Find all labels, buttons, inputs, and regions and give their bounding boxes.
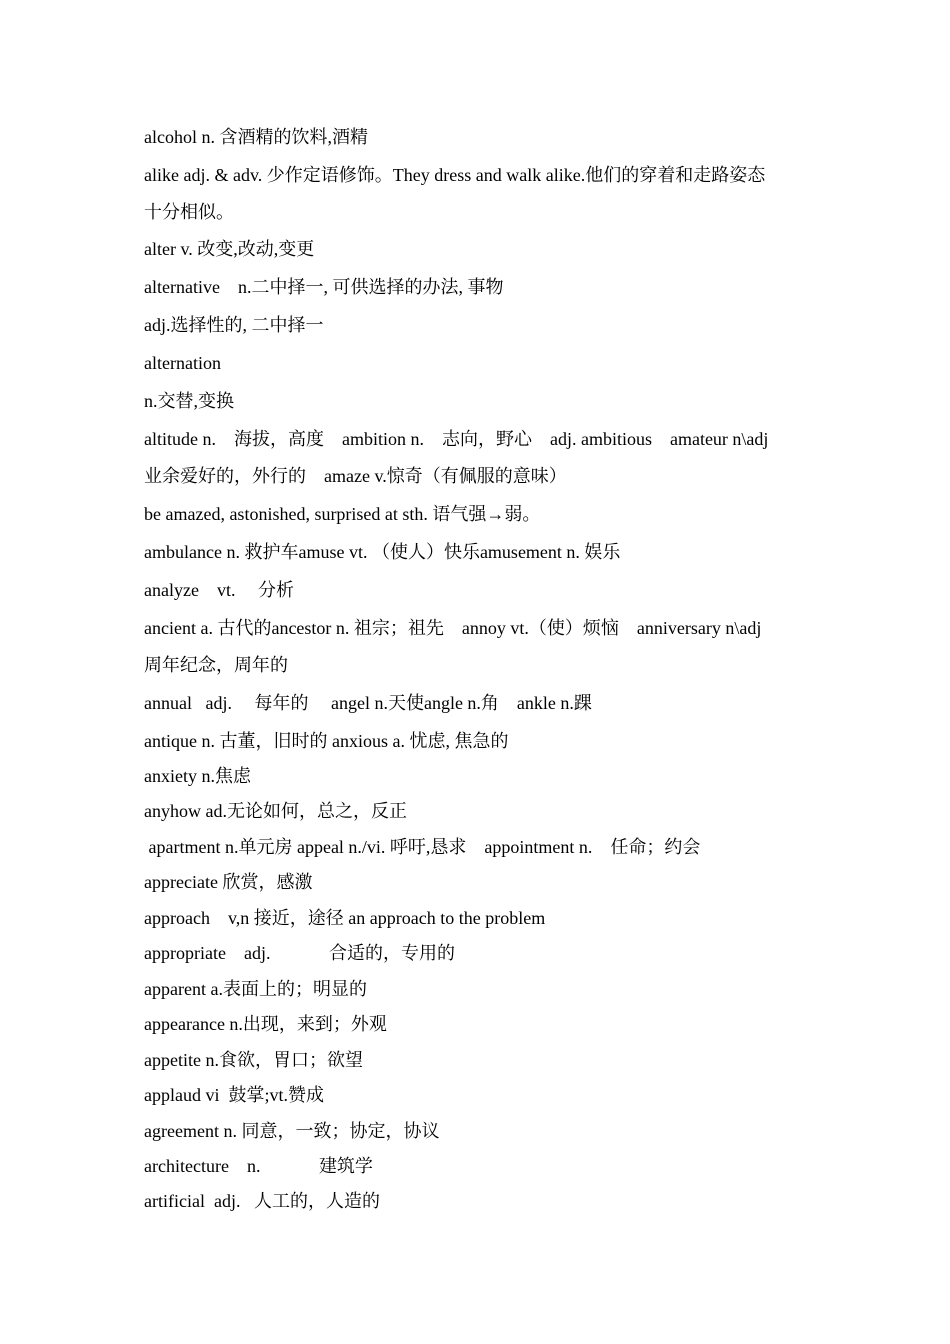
text-line: be amazed, astonished, surprised at sth. 语气强→弱。	[144, 504, 541, 524]
text-line: alternative n.二中择一, 可供选择的办法, 事物	[144, 277, 504, 297]
text-line: 周年纪念，周年的	[144, 655, 288, 675]
text-line: altitude n. 海拔，高度 ambition n. 志向，野心 adj. ambitious amateur n\adj	[144, 429, 769, 449]
text-line: n.交替,变换	[144, 391, 234, 411]
text-line: analyze vt. 分析	[144, 580, 294, 600]
text-line: ancient a. 古代的ancestor n. 祖宗；祖先 annoy vt.（使）烦恼 anniversary n\adj	[144, 618, 762, 638]
text-line: appetite n.食欲，胃口；欲望	[144, 1050, 363, 1070]
text-line: ambulance n. 救护车amuse vt. （使人）快乐amusement n. 娱乐	[144, 542, 621, 562]
text-line: appearance n.出现，来到；外观	[144, 1014, 387, 1034]
text-line: agreement n. 同意，一致；协定，协议	[144, 1121, 440, 1141]
text-line: annual adj. 每年的 angel n.天使angle n.角 ankle n.踝	[144, 693, 592, 713]
text-line: apparent a.表面上的；明显的	[144, 979, 367, 999]
text-line: alike adj. & adv. 少作定语修饰。They dress and walk alike.他们的穿着和走路姿态	[144, 165, 766, 185]
text-line: appropriate adj. 合适的，专用的	[144, 943, 455, 963]
text-line: applaud vi 鼓掌;vt.赞成	[144, 1085, 324, 1105]
text-line: adj.选择性的, 二中择一	[144, 315, 324, 335]
text-line: anxiety n.焦虑	[144, 766, 251, 786]
text-line: 十分相似。	[144, 202, 234, 222]
text-line: approach v,n 接近，途径 an approach to the problem	[144, 908, 546, 928]
text-line: appreciate 欣赏，感激	[144, 872, 313, 892]
text-line: architecture n. 建筑学	[144, 1156, 373, 1176]
text-line: 业余爱好的，外行的 amaze v.惊奇（有佩服的意味）	[144, 466, 567, 486]
text-line: alter v. 改变,改动,变更	[144, 239, 315, 259]
text-line: apartment n.单元房 appeal n./vi. 呼吁,恳求 appointment n. 任命；约会	[144, 837, 701, 857]
text-line: alternation	[144, 353, 221, 373]
text-line: alcohol n. 含酒精的饮料,酒精	[144, 127, 368, 147]
text-line: antique n. 古董，旧时的 anxious a. 忧虑, 焦急的	[144, 731, 509, 751]
text-line: artificial adj. 人工的，人造的	[144, 1191, 380, 1211]
text-line: anyhow ad.无论如何，总之，反正	[144, 801, 407, 821]
